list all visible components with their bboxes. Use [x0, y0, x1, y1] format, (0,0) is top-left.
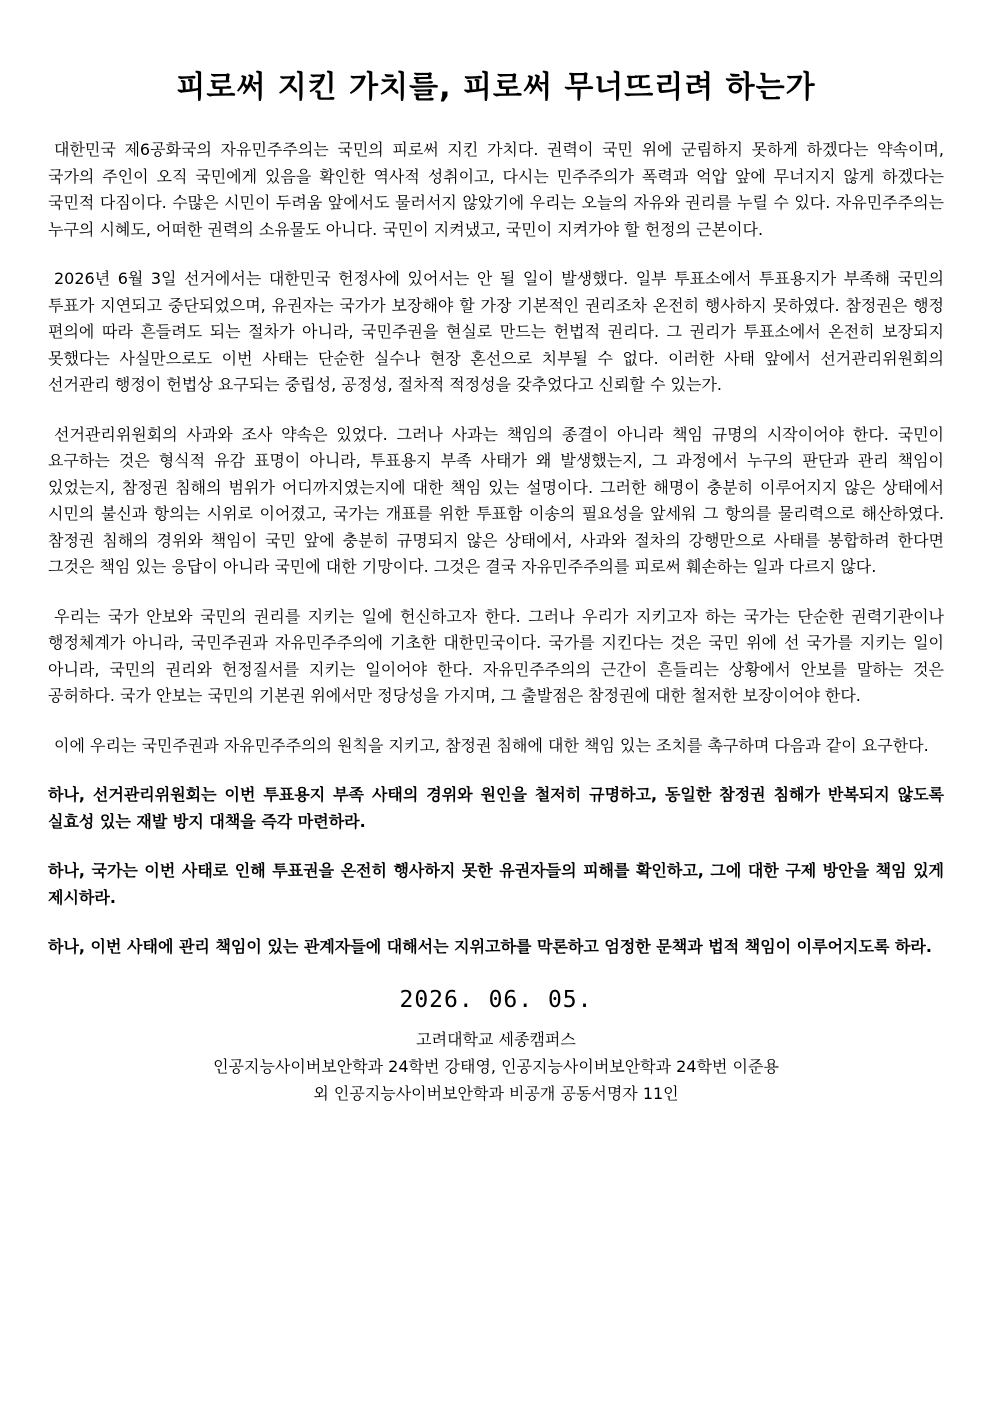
- demand-item-2: 하나, 국가는 이번 사태로 인해 투표권을 온전히 행사하지 못한 유권자들의 피해를 확인하고, 그에 대한 구제 방안을 책임 있게 제시하라.: [48, 861, 944, 907]
- paragraph-demand-intro: 이에 우리는 국민주권과 자유민주주의의 원칙을 지키고, 참정권 침해에 대한 책임 있는 조치를 촉구하며 다음과 같이 요구한다.: [54, 735, 929, 755]
- signature-block: [48, 984, 944, 1107]
- paragraph-commission-apology: 선거관리위원회의 사과와 조사 약속은 있었다. 그러나 사과는 책임의 종결이 아니라 책임 규명의 시작이어야 한다. 국민이 요구하는 것은 형식적 유감 표명이 아니라, 투표용지 부족 사태가 왜 발생했는지, 그 과정에서 누구의 판단과 관리 책임이 있었는지, 참정권 침해의 범위가 어디까지였는지에 대한 책임 있는 설명이다. 그러한 해명이 충분히 이루어지지 않은 상태에서 시민의 불신과 항의는 시위로 이어졌고, 국가는 개표를 위한 투표함 이송의 필요성을 앞세워 그 항의를 물리력으로 해산하였다. 참정권 침해의 경위와 책임이 국민 앞에 충분히 규명되지 않은 상태에서, 사과와 절차의 강행만으로 사태를 봉합하려 한다면 그것은 책임 있는 응답이 아니라 국민에 대한 기망이다. 그것은 결국 자유민주주의를 피로써 훼손하는 일과 다르지 않다.: [48, 424, 944, 576]
- document-body: [48, 137, 944, 961]
- document-date: 2026. 06. 05.: [399, 986, 593, 1013]
- signatory-names: 인공지능사이버보안학과 24학번 강태영, 인공지능사이버보안학과 24학번 이준용: [213, 1056, 779, 1076]
- paragraph-intro: 대한민국 제6공화국의 자유민주주의는 국민의 피로써 지킨 가치다. 권력이 국민 위에 군림하지 못하게 하겠다는 약속이며, 국가의 주인이 오직 국민에게 있음을 확인한 역사적 성취이고, 다시는 민주주의가 폭력과 억압 앞에 무너지지 않게 하겠다는 국민적 다짐이다. 수많은 시민이 두려움 앞에서도 물러서지 않았기에 우리는 오늘의 자유와 권리를 누릴 수 있다. 자유민주주의는 누구의 시혜도, 어떠한 권력의 소유물도 아니다. 국민이 지켜냈고, 국민이 지켜가야 할 헌정의 근본이다.: [48, 140, 944, 239]
- paragraph-election-incident: 2026년 6월 3일 선거에서는 대한민국 헌정사에 있어서는 안 될 일이 발생했다. 일부 투표소에서 투표용지가 부족해 국민의 투표가 지연되고 중단되었으며, 유권자는 국가가 보장해야 할 가장 기본적인 권리조차 온전히 행사하지 못하였다. 참정권은 행정 편의에 따라 흔들려도 되는 절차가 아니라, 국민주권을 현실로 만드는 헌법적 권리다. 그 권리가 투표소에서 온전히 보장되지 못했다는 사실만으로도 이번 사태는 단순한 실수나 현장 혼선으로 치부될 수 없다. 이러한 사태 앞에서 선거관리위원회의 선거관리 행정이 헌법상 요구되는 중립성, 공정성, 절차적 적정성을 갖추었다고 신뢰할 수 있는가.: [48, 269, 944, 394]
- paragraph-national-security: 우리는 국가 안보와 국민의 권리를 지키는 일에 헌신하고자 한다. 그러나 우리가 지키고자 하는 국가는 단순한 권력기관이나 행정체계가 아니라, 국민주권과 자유민주주의에 기초한 대한민국이다. 국가를 지킨다는 것은 국민 위에 선 국가를 지키는 일이 아니라, 국민의 권리와 헌정질서를 지키는 일이어야 한다. 자유민주주의의 근간이 흔들리는 상황에서 안보를 말하는 것은 공허하다. 국가 안보는 국민의 기본권 위에서만 정당성을 가지며, 그 출발점은 참정권에 대한 철저한 보장이어야 한다.: [48, 606, 944, 705]
- demand-item-1: 하나, 선거관리위원회는 이번 투표용지 부족 사태의 경위와 원인을 철저히 규명하고, 동일한 참정권 침해가 반복되지 않도록 실효성 있는 재발 방지 대책을 즉각 마련하라.: [48, 785, 944, 831]
- demand-item-3: 하나, 이번 사태에 관리 책임이 있는 관계자들에 대해서는 지위고하를 막론하고 엄정한 문책과 법적 책임이 이루어지도록 하라.: [48, 937, 932, 956]
- document-title: 피로써 지킨 가치를, 피로써 무너뜨리려 하는가: [176, 70, 816, 105]
- signatory-institution: 고려대학교 세종캠퍼스: [416, 1029, 576, 1049]
- signatory-cosigners: 외 인공지능사이버보안학과 비공개 공동서명자 11인: [313, 1083, 679, 1103]
